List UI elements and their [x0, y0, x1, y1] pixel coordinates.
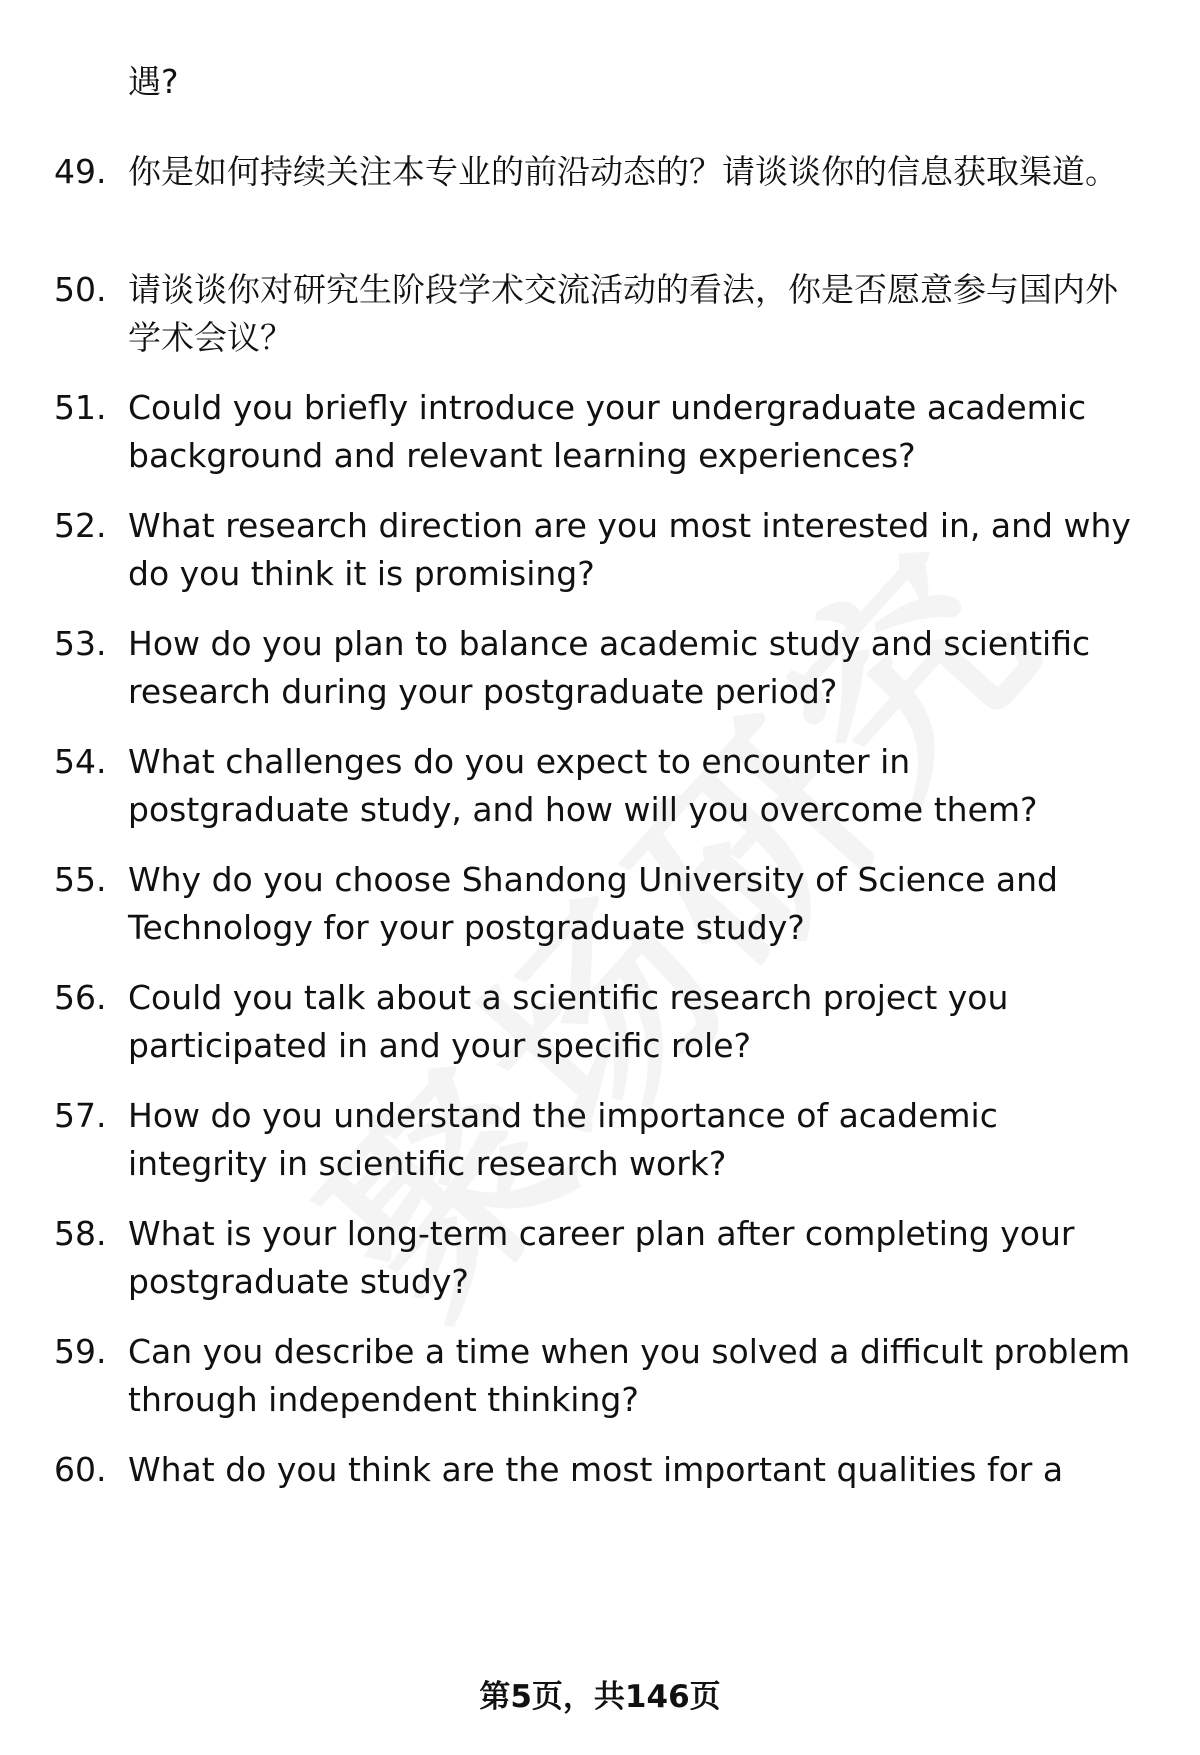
question-text: Could you briefly introduce your undergraduate academic background and relevant learning experiences?	[128, 388, 1087, 475]
question-text: Why do you choose Shandong University of Science and Technology for your postgraduate study?	[128, 860, 1058, 947]
question-number: 55.	[54, 860, 107, 899]
question-text: How do you plan to balance academic study and scientific research during your postgraduate period?	[128, 624, 1091, 711]
page-footer: 第5页，共146页	[479, 1679, 721, 1715]
question-number: 58.	[54, 1214, 107, 1253]
question-number: 54.	[54, 742, 107, 781]
question-text: 请谈谈你对研究生阶段学术交流活动的看法，你是否愿意参与国内外学术会议？	[128, 270, 1118, 357]
continued-text: 遇?	[128, 62, 179, 101]
question-text: How do you understand the importance of academic integrity in scientific research work?	[128, 1096, 998, 1183]
question-number: 52.	[54, 506, 107, 545]
question-text: What challenges do you expect to encounter in postgraduate study, and how will you overcome them?	[128, 742, 1038, 829]
question-text: What do you think are the most important qualities for a	[128, 1450, 1064, 1489]
question-number: 57.	[54, 1096, 107, 1135]
question-text: Can you describe a time when you solved a difficult problem through independent thinking?	[128, 1332, 1131, 1419]
question-number: 59.	[54, 1332, 107, 1371]
question-text: What research direction are you most interested in, and why do you think it is promising?	[128, 506, 1131, 593]
question-text: Could you talk about a scientific research project you participated in and your specific role?	[128, 978, 1009, 1065]
question-number: 49.	[54, 152, 107, 191]
question-text: What is your long-term career plan after completing your postgraduate study?	[128, 1214, 1075, 1301]
question-number: 50.	[54, 270, 107, 309]
question-text: 你是如何持续关注本专业的前沿动态的？请谈谈你的信息获取渠道。	[128, 152, 1118, 191]
question-number: 51.	[54, 388, 107, 427]
question-number: 60.	[54, 1450, 107, 1489]
question-number: 56.	[54, 978, 107, 1017]
question-number: 53.	[54, 624, 107, 663]
